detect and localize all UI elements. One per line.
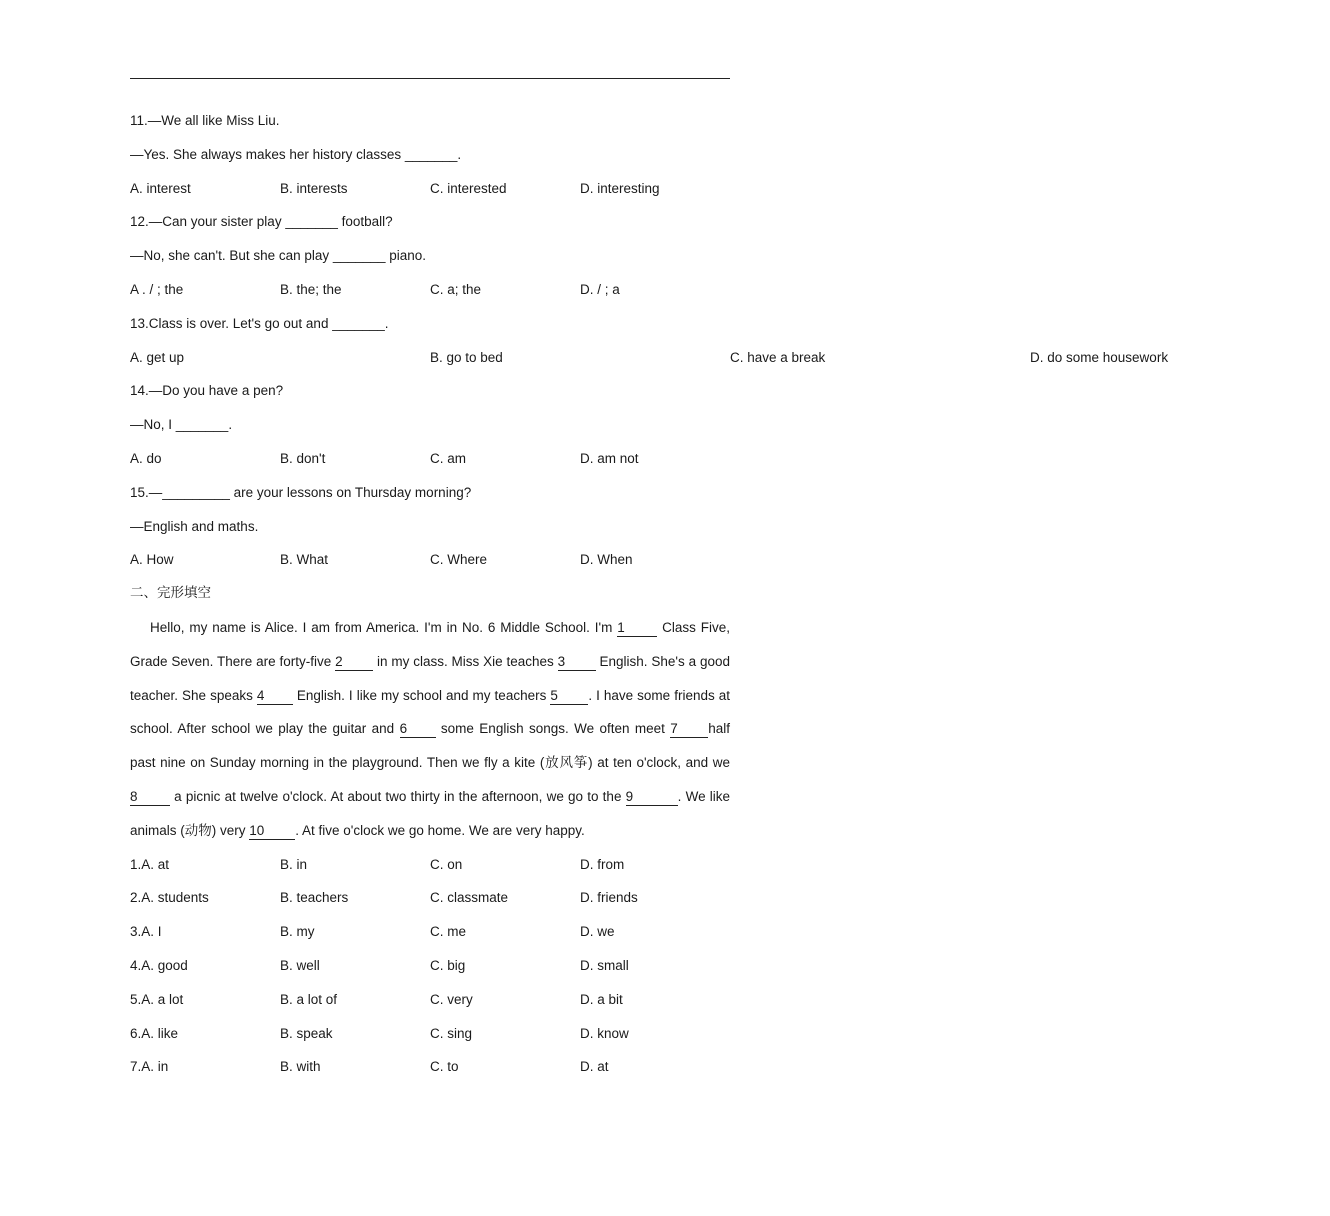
question-block <box>130 104 730 205</box>
option: B. well <box>280 957 320 973</box>
passage-text: half past nine on Sunday morning in the playground. Then we fly a kite (放风筝) at ten o'clock, and we <box>130 721 730 771</box>
blank-5: 5 <box>550 688 588 705</box>
option: D. we <box>580 924 615 940</box>
question-block <box>130 205 730 306</box>
option: B. interests <box>280 180 348 196</box>
option: A. do <box>130 450 162 466</box>
question-block <box>130 476 730 577</box>
blank-1: 1 <box>617 620 657 637</box>
option: 2.A. students <box>130 890 209 906</box>
blank-9: 9 <box>626 789 678 806</box>
options-row <box>130 543 730 577</box>
cloze-passage <box>130 611 730 848</box>
passage-text: . At five o'clock we go home. We are very happy. <box>295 822 585 838</box>
passage-text: a picnic at twelve o'clock. At about two thirty in the afternoon, we go to the <box>170 788 626 804</box>
passage-text: . I have some friends at school. After school we play the guitar and <box>130 687 730 737</box>
passage-text: in my class. Miss Xie teaches <box>373 653 558 669</box>
option: 4.A. good <box>130 957 188 973</box>
question-block <box>130 307 1169 375</box>
option: B. the; the <box>280 281 342 297</box>
option: B. don't <box>280 450 326 466</box>
option: D. / ; a <box>580 281 620 297</box>
cloze-options-row <box>130 1017 730 1051</box>
question-stem: 14.—Do you have a pen? <box>130 383 284 399</box>
blank-6: 6 <box>400 721 436 738</box>
option: D. do some housework <box>1030 349 1169 365</box>
passage-text: English. I like my school and my teachers <box>292 687 551 703</box>
option: 1.A. at <box>130 856 170 872</box>
option: A. get up <box>130 349 185 365</box>
option: C. me <box>430 924 467 940</box>
blank-8: 8 <box>130 789 170 806</box>
passage-text: English. She's a good teacher. She speaks <box>130 653 730 703</box>
option: C. a; the <box>430 281 482 297</box>
option: D. interesting <box>580 180 660 196</box>
cloze-options-row <box>130 915 730 949</box>
option: D. from <box>580 856 625 872</box>
header-rule <box>130 78 730 79</box>
option: B. go to bed <box>430 349 503 365</box>
option: C. on <box>430 856 463 872</box>
option: C. Where <box>430 552 488 568</box>
document-body <box>130 104 1169 1084</box>
option: C. interested <box>430 180 507 196</box>
cloze-options-row <box>130 881 730 915</box>
question-stem: 12.—Can your sister play _______ football? <box>130 214 393 230</box>
option: D. small <box>580 957 629 973</box>
option: D. a bit <box>580 991 623 1007</box>
question-line: —No, I _______. <box>130 417 233 433</box>
option: D. am not <box>580 450 639 466</box>
question-stem: 11.—We all like Miss Liu. <box>130 113 280 128</box>
option: B. with <box>280 1059 321 1075</box>
option: D. friends <box>580 890 638 906</box>
option: C. big <box>430 957 466 973</box>
option: C. to <box>430 1059 459 1075</box>
passage-text: . We like animals (动物) very <box>130 788 731 838</box>
option: B. teachers <box>280 890 349 906</box>
passage-text: some English songs. We often meet <box>435 721 671 737</box>
question-line: —No, she can't. But she can play _______ piano. <box>130 248 427 264</box>
options-row <box>130 273 730 307</box>
blank-4: 4 <box>257 688 293 705</box>
cloze-options-row <box>130 848 730 882</box>
option: B. What <box>280 552 329 568</box>
option: D. know <box>580 1025 629 1041</box>
option: 3.A. I <box>130 924 162 940</box>
option: B. a lot of <box>280 991 338 1007</box>
option: C. very <box>430 991 473 1007</box>
options-row <box>130 341 1169 375</box>
cloze-options-row <box>130 1050 730 1084</box>
cloze-options-row <box>130 949 730 983</box>
question-stem: 13.Class is over. Let's go out and _______. <box>130 315 389 331</box>
passage-text: Hello, my name is Alice. I am from America. I'm in No. 6 Middle School. I'm <box>150 619 618 635</box>
option: 5.A. a lot <box>130 991 184 1007</box>
options-row <box>130 442 730 476</box>
option: 7.A. in <box>130 1059 169 1075</box>
question-line: —Yes. She always makes her history classes _______. <box>130 146 462 162</box>
question-line: —English and maths. <box>130 518 259 534</box>
option: A . / ; the <box>130 281 184 297</box>
blank-2: 2 <box>335 654 373 671</box>
option: C. classmate <box>430 890 509 906</box>
question-block <box>130 374 730 475</box>
option: A. How <box>130 552 174 568</box>
cloze-questions <box>130 848 730 1085</box>
blank-7: 7 <box>670 721 708 738</box>
options-row <box>130 172 730 206</box>
multiple-choice-section <box>130 104 1169 577</box>
option: C. sing <box>430 1025 473 1041</box>
option: 6.A. like <box>130 1025 179 1041</box>
option: B. my <box>280 924 315 940</box>
cloze-options-row <box>130 983 730 1017</box>
question-stem: 15.—_________ are your lessons on Thursday morning? <box>130 484 472 500</box>
option: B. speak <box>280 1025 333 1041</box>
option: D. at <box>580 1059 609 1075</box>
option: C. have a break <box>730 349 826 365</box>
option: A. interest <box>130 180 191 196</box>
option: D. When <box>580 552 633 568</box>
section-title: 二、完形填空 <box>130 585 211 602</box>
blank-10: 10 <box>249 823 295 840</box>
option: C. am <box>430 450 467 466</box>
blank-3: 3 <box>558 654 596 671</box>
option: B. in <box>280 856 308 872</box>
passage-text: Class Five, Grade Seven. There are forty-five <box>130 619 731 669</box>
